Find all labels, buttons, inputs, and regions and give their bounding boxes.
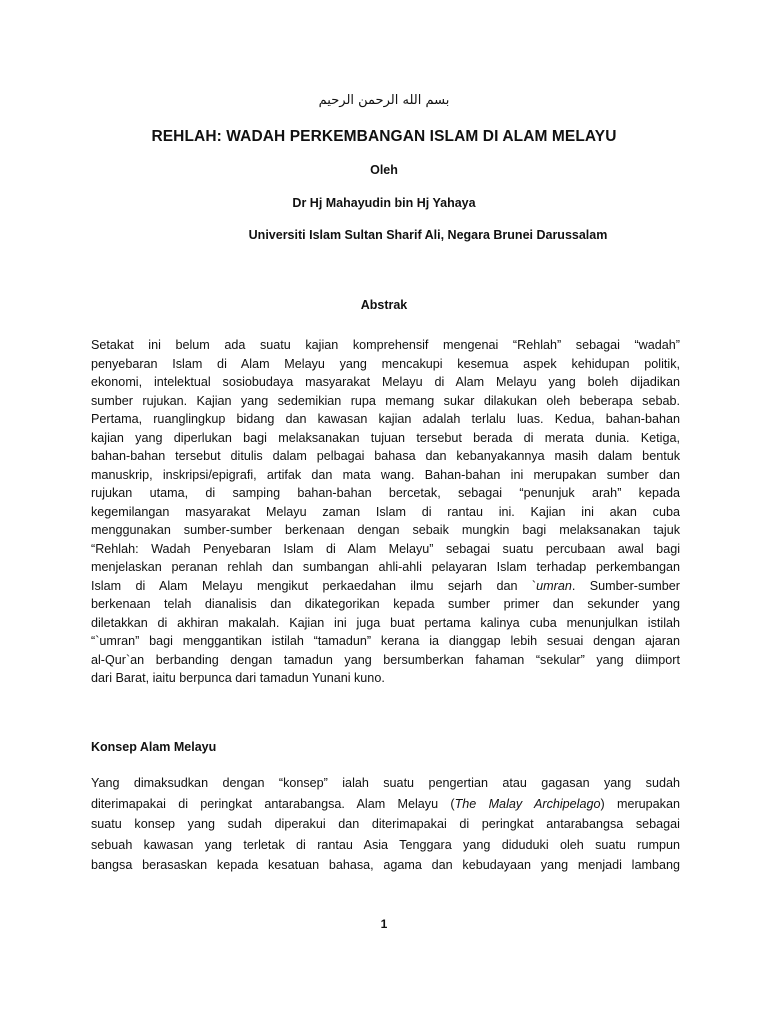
section-paragraph [91, 773, 680, 876]
abstract-line: Islam di Alam Melayu mengikut perkaedahan ilmu sejarh dan `umran. Sumber-sumber [91, 578, 680, 593]
abstract-line: al-Qur`an berbanding dengan tamadun yang bersumberkan fahaman “sekular” yang diimport [91, 652, 680, 667]
abstract-line: menggunakan sumber-sumber berkenaan dengan sebaik mungkin bagi melaksanakan tajuk [91, 523, 680, 537]
abstract-line: sumber rujukan. Kajian yang sedemikian rupa memang sukar dilakukan oleh beberapa sebab. [91, 393, 680, 408]
abstract-line: manuskrip, inskripsi/epigrafi, artifak dan mata wang. Bahan-bahan ini merupakan sumber dan [91, 467, 680, 482]
abstract-line: rujukan utama, di samping bahan-bahan bercetak, sebagai “penunjuk arah” kepada [91, 486, 680, 500]
section-line: suatu konsep yang sudah diperakui dan diterimapakai di peringkat antarabangsa sebagai [91, 817, 680, 831]
abstract-line: “Rehlah: Wadah Penyebaran Islam di Alam Melayu” sebagai suatu percubaan awal bagi [91, 541, 680, 556]
abstract-line: kegemilangan masyarakat Melayu zaman Islam di rantau ini. Kajian ini akan cuba [91, 504, 680, 519]
document-title: REHLAH: WADAH PERKEMBANGAN ISLAM DI ALAM MELAYU [151, 128, 617, 145]
abstract-line: kajian yang diperlukan bagi melaksanakan tujuan tersebut berada di merata dunia. Ketiga, [91, 430, 680, 445]
abstract-line: penyebaran Islam di Alam Melayu yang mencakupi kesemua aspek kehidupan politik, [91, 356, 680, 371]
author-affiliation: Universiti Islam Sultan Sharif Ali, Negara Brunei Darussalam [248, 228, 608, 242]
section-heading: Konsep Alam Melayu [91, 740, 217, 754]
section-line: bangsa berasaskan kepada kesatuan bahasa, agama dan kebudayaan yang menjadi lambang [91, 858, 680, 872]
section-line: diterimapakai di peringkat antarabangsa. Alam Melayu (The Malay Archipelago) merupakan [91, 796, 680, 811]
abstract-line: “`umran” bagi menggantikan istilah “tamadun” kerana ia dianggap lebih sesuai dengan ajaran [91, 634, 680, 648]
abstract-line: berkenaan telah dianalisis dan dikategorikan kepada sumber primer dan sekunder yang [91, 597, 680, 611]
abstract-line: ekonomi, intelektual sosiobudaya masyarakat Melayu di Alam Melayu yang boleh dijadikan [91, 375, 680, 389]
byline-label: Oleh [370, 163, 398, 177]
italic-term: umran [536, 578, 572, 593]
abstract-line: diletakkan di akhiran makalah. Kajian ini juga buat pertama kalinya cuba menunjulkan istilah [91, 615, 680, 630]
section-line: Yang dimaksudkan dengan “konsep” ialah suatu pengertian atau gagasan yang sudah [91, 776, 680, 790]
abstract-heading: Abstrak [360, 298, 408, 312]
abstract-line: menjelaskan peranan rehlah dan sumbangan ahli-ahli pelayaran Islam terhadap perkembangan [91, 560, 680, 574]
page-number: 1 [380, 917, 388, 931]
author-name: Dr Hj Mahayudin bin Hj Yahaya [292, 196, 476, 210]
abstract-paragraph [91, 336, 680, 688]
section-line: sebuah kawasan yang terletak di rantau Asia Tenggara yang diduduki oleh suatu rumpun [91, 837, 680, 852]
italic-term: The Malay Archipelago [454, 796, 601, 811]
abstract-line: Setakat ini belum ada suatu kajian komprehensif mengenai “Rehlah” sebagai “wadah” [91, 338, 680, 352]
abstract-line: bahan-bahan tersebut ditulis dalam pelbagai bahasa dan kebanyakannya masih dalam bentuk [91, 449, 680, 463]
bismillah-text: بسم الله الرحمن الرحيم [318, 93, 450, 108]
abstract-line: dari Barat, iaitu berpunca dari tamadun Yunani kuno. [91, 671, 385, 685]
abstract-line: Pertama, ruanglingkup bidang dan kawasan kajian adalah terlalu luas. Kedua, bahan-bahan [91, 412, 680, 426]
